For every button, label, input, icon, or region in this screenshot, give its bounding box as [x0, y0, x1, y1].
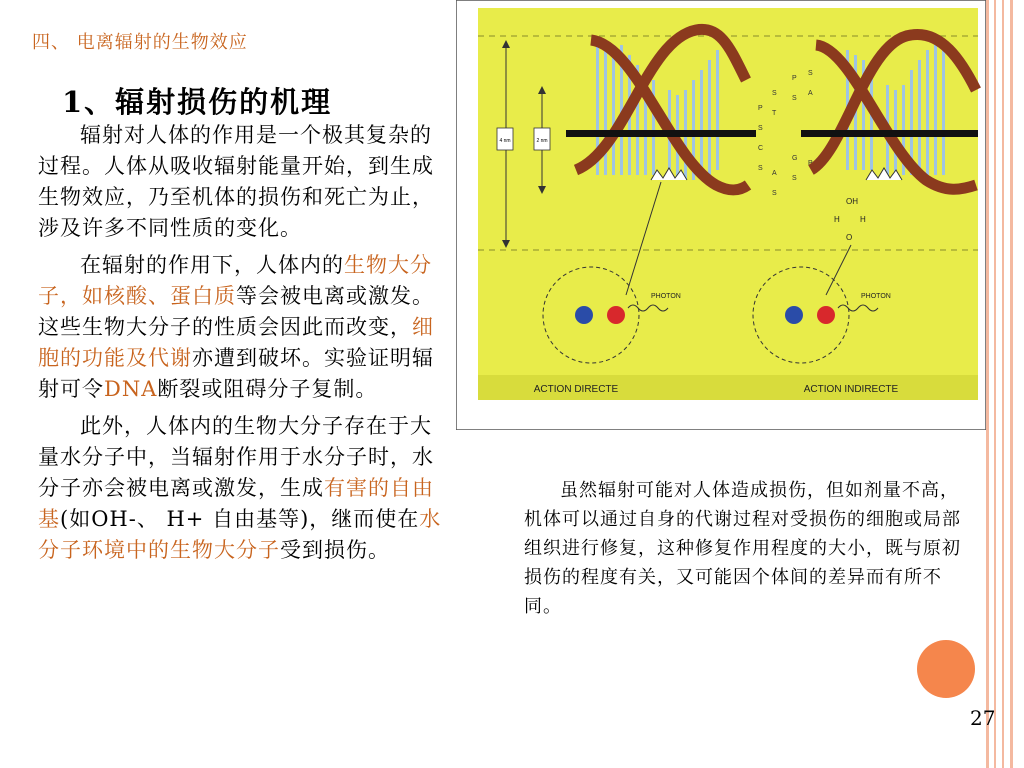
text-run: 受到损伤。	[280, 538, 390, 562]
svg-text:S: S	[772, 190, 777, 197]
paragraph-2	[38, 250, 450, 405]
svg-text:S: S	[792, 175, 797, 182]
svg-text:A: A	[808, 90, 813, 97]
caption-text	[524, 476, 964, 621]
svg-text:A: A	[772, 170, 777, 177]
highlight-dna: DNA	[104, 377, 158, 401]
o-label: O	[846, 233, 853, 242]
svg-text:P: P	[792, 75, 797, 82]
label-action-indirecte: ACTION INDIRECTE	[803, 384, 899, 395]
text-run: 此外，人体内的生物大分子存在于大量水分子中，当辐射作用于水分子时，水分子亦会被电离或激发，生成	[38, 414, 434, 500]
slide-title: 1、辐射损伤的机理	[62, 85, 333, 119]
dna-radiation-figure	[456, 0, 986, 430]
highlight-water-environment: 水分子环境中的生物大分子	[38, 507, 442, 562]
text-run: (如OH-、 H+ 自由基等)，继而使在	[60, 507, 420, 531]
svg-text:S: S	[758, 125, 763, 132]
h-label-right: H	[860, 215, 866, 224]
text-run: 亦遭到破坏。实验证明辐射可令	[38, 346, 434, 401]
svg-text:S: S	[808, 70, 813, 77]
photon-label-left: PHOTON	[651, 293, 681, 300]
scale-4nm: 4 nm	[499, 138, 511, 144]
svg-text:S: S	[772, 90, 777, 97]
decorative-circle	[917, 640, 975, 698]
svg-text:P: P	[758, 105, 763, 112]
body-text	[38, 120, 450, 572]
text-run: 等会被电离或激发。这些生物大分子的性质会因此而改变，	[38, 284, 434, 339]
highlight-biomolecules: 生物大分子，如核酸、蛋白质	[38, 253, 432, 308]
paragraph-3	[38, 411, 450, 566]
label-action-directe: ACTION DIRECTE	[533, 384, 619, 395]
h-label-left: H	[834, 215, 840, 224]
svg-text:C: C	[758, 145, 764, 152]
text-run: 断裂或阻碍分子复制。	[157, 377, 378, 401]
photon-label-right: PHOTON	[861, 293, 891, 300]
scale-2nm: 2 nm	[536, 138, 548, 144]
page-number: 27	[970, 706, 996, 730]
highlight-free-radicals: 有害的自由基	[38, 476, 434, 531]
svg-text:S: S	[758, 165, 763, 172]
svg-text:G: G	[792, 155, 798, 162]
section-heading: 四、 电离辐射的生物效应	[32, 32, 248, 53]
paragraph-1: 辐射对人体的作用是一个极其复杂的过程。人体从吸收辐射能量开始，到生成生物效应，乃至机体的损伤和死亡为止，涉及许多不同性质的变化。	[38, 123, 434, 240]
text-run: 在辐射的作用下，人体内的	[80, 253, 344, 277]
right-border-decoration	[984, 0, 1024, 768]
svg-text:P: P	[808, 160, 813, 167]
svg-text:S: S	[792, 95, 797, 102]
caption-paragraph: 虽然辐射可能对人体造成损伤，但如剂量不高，机体可以通过自身的代谢过程对受损伤的细胞或局部组织进行修复，这种修复作用程度的大小，既与原初损伤的程度有关，又可能因个体间的差异而有所不同。	[524, 480, 961, 617]
highlight-cell-function: 细胞的功能及代谢	[38, 315, 434, 370]
oh-label: OH	[846, 197, 858, 206]
svg-text:T: T	[772, 110, 777, 117]
